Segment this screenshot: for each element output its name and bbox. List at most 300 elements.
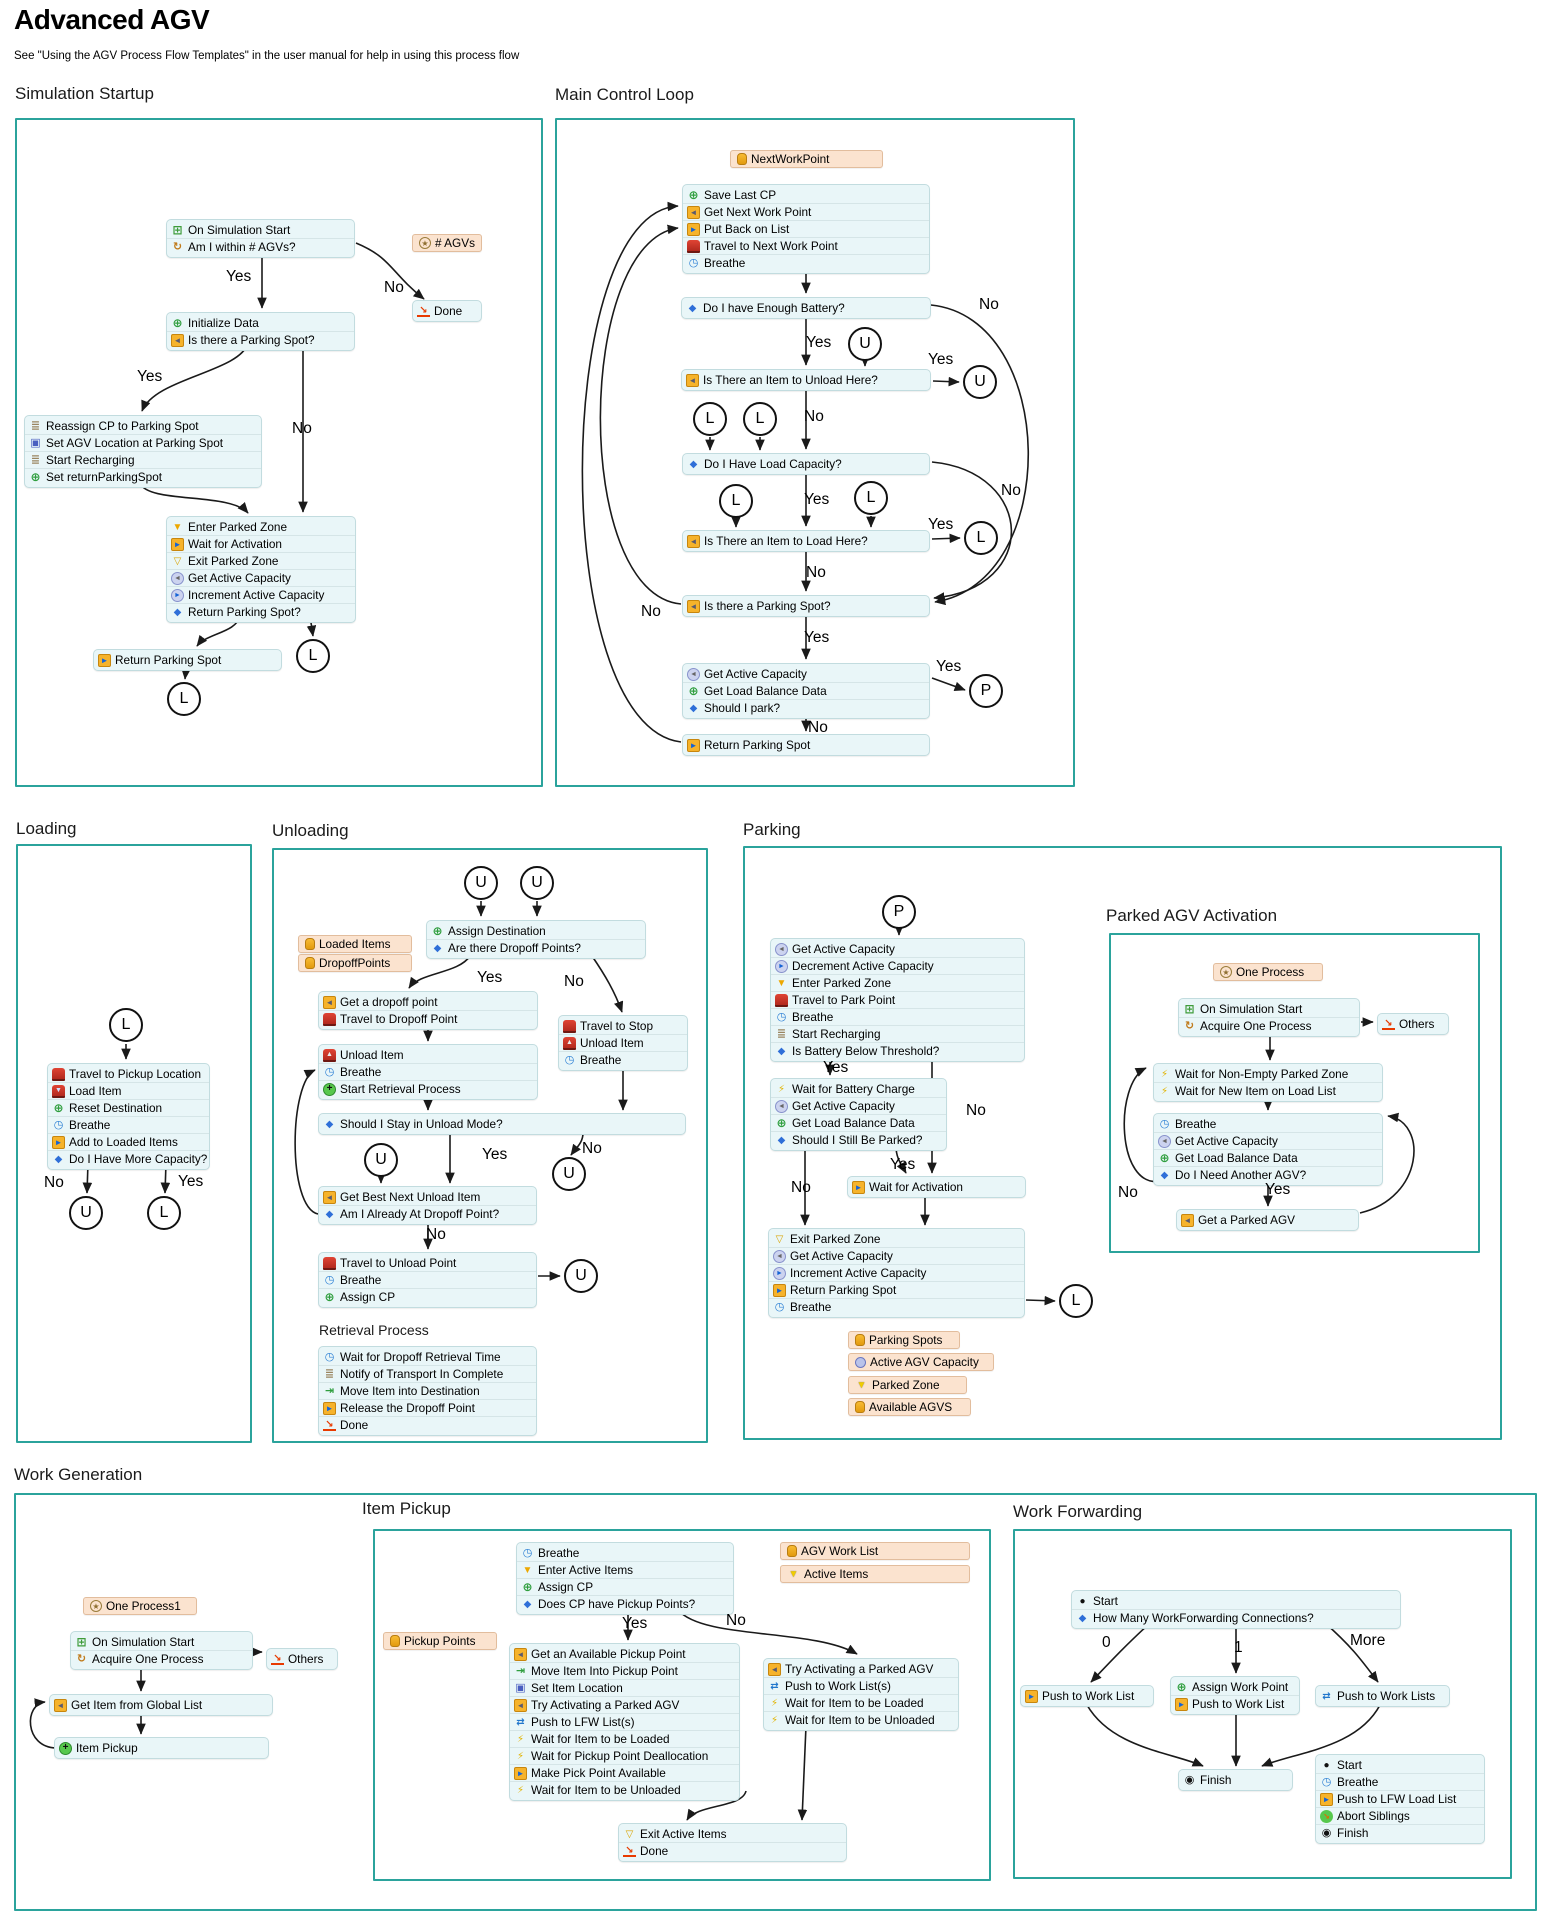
connector-circle[interactable] bbox=[719, 484, 753, 518]
activity-label: Start bbox=[1093, 1594, 1118, 1608]
activity-label: Should I park? bbox=[704, 701, 781, 715]
activity-label: Return Parking Spot bbox=[115, 653, 222, 667]
activity-row[interactable] bbox=[167, 315, 354, 332]
activity-label: Wait for Non-Empty Parked Zone bbox=[1175, 1067, 1349, 1081]
edge-label: No bbox=[1001, 482, 1021, 499]
activity-row[interactable] bbox=[764, 1712, 958, 1728]
startdot-icon: ● bbox=[1323, 1759, 1330, 1771]
shared-asset-label: Pickup Points bbox=[404, 1634, 476, 1648]
activity-row[interactable] bbox=[683, 683, 929, 700]
activity-row[interactable] bbox=[1378, 1016, 1448, 1032]
activity-row[interactable] bbox=[319, 1349, 536, 1366]
activity-row[interactable] bbox=[1316, 1791, 1484, 1808]
code-icon: ≣ bbox=[324, 1367, 335, 1380]
activity-label: Is There an Item to Load Here? bbox=[704, 534, 868, 548]
list-icon bbox=[737, 153, 747, 165]
activity-row[interactable] bbox=[1154, 1150, 1382, 1167]
activity-row[interactable] bbox=[48, 1100, 209, 1117]
activity-label: Breathe bbox=[340, 1065, 382, 1079]
activity-row[interactable] bbox=[50, 1697, 272, 1713]
activity-row[interactable] bbox=[1316, 1757, 1484, 1774]
star-icon: ★ bbox=[90, 1600, 102, 1612]
activity-label: Save Last CP bbox=[704, 188, 777, 202]
edge-label: Yes bbox=[477, 969, 503, 986]
connector-letter: L bbox=[976, 529, 986, 546]
activity-row[interactable] bbox=[683, 598, 929, 614]
edge-label: No bbox=[808, 719, 828, 736]
activity-row[interactable] bbox=[319, 1064, 537, 1081]
connector-letter: L bbox=[308, 647, 318, 664]
activity-row[interactable] bbox=[510, 1697, 739, 1714]
activity-row[interactable] bbox=[771, 1098, 946, 1115]
connector-circle[interactable] bbox=[848, 327, 882, 361]
pull-icon: ◄ bbox=[514, 1699, 527, 1712]
decide-icon: ◆ bbox=[54, 1153, 63, 1165]
activity-row[interactable] bbox=[1154, 1083, 1382, 1099]
activity-label: Return Parking Spot bbox=[790, 1283, 897, 1297]
shared-asset-tag[interactable] bbox=[298, 954, 412, 972]
activity-row[interactable] bbox=[771, 1009, 1024, 1026]
activity-block bbox=[24, 415, 262, 488]
edge-label: Yes bbox=[137, 368, 163, 385]
shared-asset-label: Available AGVS bbox=[869, 1400, 953, 1414]
activity-row[interactable] bbox=[619, 1826, 846, 1843]
activity-row[interactable] bbox=[683, 238, 929, 255]
activity-row[interactable] bbox=[25, 435, 261, 452]
connector-letter: U bbox=[563, 1165, 575, 1182]
activity-row[interactable] bbox=[510, 1680, 739, 1697]
wait-icon: ⚡ bbox=[777, 1083, 786, 1095]
activity-row[interactable] bbox=[1021, 1688, 1153, 1704]
activity-row[interactable] bbox=[1171, 1696, 1299, 1712]
edge-label: No bbox=[384, 279, 404, 296]
connector-circle[interactable] bbox=[743, 402, 777, 436]
activity-row[interactable] bbox=[48, 1134, 209, 1151]
edge-label: Yes bbox=[804, 491, 830, 508]
connector-letter: L bbox=[179, 690, 189, 707]
activity-block bbox=[763, 1658, 959, 1731]
activity-row[interactable] bbox=[167, 553, 355, 570]
decide-icon: ◆ bbox=[433, 942, 442, 954]
push-icon: ► bbox=[1320, 1793, 1333, 1806]
activity-label: Get Load Balance Data bbox=[704, 684, 827, 698]
done-icon: ↘ bbox=[1382, 1018, 1395, 1030]
activity-label: Do I have Enough Battery? bbox=[703, 301, 845, 315]
connector-letter: U bbox=[375, 1151, 387, 1168]
connector-circle[interactable] bbox=[296, 639, 330, 673]
activity-label: Travel to Park Point bbox=[792, 993, 896, 1007]
activity-row[interactable] bbox=[71, 1634, 252, 1651]
connector-circle[interactable] bbox=[552, 1157, 586, 1191]
activity-label: Do I Have Load Capacity? bbox=[704, 457, 842, 471]
cp-icon: ⊕ bbox=[432, 923, 443, 938]
activity-row[interactable] bbox=[764, 1678, 958, 1695]
shared-asset-tag[interactable] bbox=[83, 1597, 197, 1615]
push-icon: ► bbox=[1175, 1698, 1188, 1711]
activity-row[interactable] bbox=[48, 1066, 209, 1083]
activity-row[interactable] bbox=[94, 652, 281, 668]
activity-row[interactable] bbox=[559, 1052, 687, 1068]
activity-label: Is there a Parking Spot? bbox=[188, 333, 315, 347]
shared-asset-tag[interactable] bbox=[780, 1542, 970, 1560]
activity-label: Increment Active Capacity bbox=[188, 588, 325, 602]
activity-label: Abort Siblings bbox=[1337, 1809, 1410, 1823]
shared-asset-label: DropoffPoints bbox=[319, 956, 391, 970]
source-icon: ⊞ bbox=[76, 1634, 87, 1649]
activity-label: Put Back on List bbox=[704, 222, 790, 236]
activity-label: Exit Parked Zone bbox=[188, 554, 279, 568]
activity-block bbox=[681, 369, 931, 391]
activity-label: Return Parking Spot? bbox=[188, 605, 301, 619]
activity-row[interactable] bbox=[319, 1289, 536, 1305]
activity-row[interactable] bbox=[510, 1714, 739, 1731]
activity-row[interactable] bbox=[771, 992, 1024, 1009]
activity-block bbox=[1315, 1754, 1485, 1844]
activity-label: Acquire One Process bbox=[92, 1652, 204, 1666]
multi-icon: ⇄ bbox=[516, 1716, 525, 1728]
activity-row[interactable] bbox=[1154, 1116, 1382, 1133]
pull-icon: ◄ bbox=[686, 374, 699, 387]
activity-row[interactable] bbox=[510, 1646, 739, 1663]
activity-row[interactable] bbox=[683, 187, 929, 204]
activity-row[interactable] bbox=[319, 1189, 536, 1206]
activity-row[interactable] bbox=[517, 1596, 733, 1612]
activity-label: Set returnParkingSpot bbox=[46, 470, 163, 484]
activity-row[interactable] bbox=[1316, 1808, 1484, 1825]
push-icon: ► bbox=[323, 1402, 336, 1415]
connector-circle[interactable] bbox=[364, 1143, 398, 1177]
activity-row[interactable] bbox=[559, 1035, 687, 1052]
list-icon bbox=[855, 1401, 865, 1413]
decide-icon: ◆ bbox=[325, 1208, 334, 1220]
activity-row[interactable] bbox=[510, 1731, 739, 1748]
activity-row[interactable] bbox=[619, 1843, 846, 1859]
unload-icon: ▲ bbox=[323, 1049, 336, 1062]
activity-label: Set Item Location bbox=[531, 1681, 623, 1695]
activity-block bbox=[618, 1823, 847, 1862]
breathe-icon: ◷ bbox=[324, 1065, 335, 1078]
activity-row[interactable] bbox=[517, 1562, 733, 1579]
activity-row[interactable] bbox=[167, 519, 355, 536]
activity-label: Finish bbox=[1200, 1773, 1232, 1787]
edge-label: Yes bbox=[1265, 1181, 1291, 1198]
push-icon: ► bbox=[52, 1136, 65, 1149]
flow-sublabel: Retrieval Process bbox=[319, 1322, 429, 1338]
activity-block bbox=[166, 219, 355, 258]
activity-label: Wait for Item to be Unloaded bbox=[531, 1783, 681, 1797]
shared-asset-label: Parked Zone bbox=[872, 1378, 940, 1392]
activity-row[interactable] bbox=[771, 1132, 946, 1148]
connector-circle[interactable] bbox=[520, 866, 554, 900]
activity-row[interactable] bbox=[167, 587, 355, 604]
cp-icon: ⊕ bbox=[30, 469, 41, 484]
activity-label: Assign Destination bbox=[448, 924, 546, 938]
activity-row[interactable] bbox=[771, 1043, 1024, 1059]
activity-label: Done bbox=[434, 304, 463, 318]
multi-icon: ⇄ bbox=[1322, 1690, 1331, 1702]
activity-row[interactable] bbox=[319, 1206, 536, 1222]
activity-row[interactable] bbox=[1072, 1593, 1400, 1610]
activity-row[interactable] bbox=[510, 1748, 739, 1765]
shared-asset-label: One Process1 bbox=[106, 1599, 181, 1613]
activity-row[interactable] bbox=[319, 1383, 536, 1400]
activity-row[interactable] bbox=[319, 1255, 536, 1272]
activity-row[interactable] bbox=[771, 958, 1024, 975]
pull-icon: ◄ bbox=[768, 1663, 781, 1676]
shared-asset-tag[interactable] bbox=[780, 1565, 970, 1583]
done-icon: ↘ bbox=[323, 1419, 336, 1431]
shared-asset-label: One Process bbox=[1236, 965, 1305, 979]
connector-letter: P bbox=[980, 682, 992, 699]
activity-block bbox=[1178, 1769, 1293, 1791]
shared-asset-tag[interactable] bbox=[848, 1331, 960, 1349]
activity-row[interactable] bbox=[771, 1026, 1024, 1043]
shared-asset-label: AGV Work List bbox=[801, 1544, 879, 1558]
connector-circle[interactable] bbox=[963, 365, 997, 399]
activity-row[interactable] bbox=[1171, 1679, 1299, 1696]
edge-label: No bbox=[966, 1102, 986, 1119]
activity-row[interactable] bbox=[848, 1179, 1025, 1195]
activity-label: Assign CP bbox=[340, 1290, 396, 1304]
activity-row[interactable] bbox=[1316, 1774, 1484, 1791]
activity-row[interactable] bbox=[319, 1047, 537, 1064]
activity-row[interactable] bbox=[319, 1272, 536, 1289]
breathe-icon: ◷ bbox=[688, 256, 699, 269]
activity-row[interactable] bbox=[427, 940, 645, 956]
cp-icon: ⊕ bbox=[688, 683, 699, 698]
activity-label: Get Active Capacity bbox=[1175, 1134, 1278, 1148]
activity-block bbox=[770, 938, 1025, 1062]
activity-block bbox=[682, 184, 930, 274]
activity-block bbox=[1020, 1685, 1154, 1707]
connector-circle[interactable] bbox=[693, 402, 727, 436]
activity-row[interactable] bbox=[413, 303, 481, 319]
wait-icon: ⚡ bbox=[1160, 1068, 1169, 1080]
unload-icon: ▲ bbox=[563, 1037, 576, 1050]
edge-label: No bbox=[641, 603, 661, 620]
activity-label: How Many WorkForwarding Connections? bbox=[1093, 1611, 1314, 1625]
activity-label: Exit Active Items bbox=[640, 1827, 727, 1841]
enter-icon: ▼ bbox=[776, 977, 787, 989]
connector-letter: P bbox=[893, 903, 905, 920]
activity-row[interactable] bbox=[683, 533, 929, 549]
activity-row[interactable] bbox=[319, 1366, 536, 1383]
activity-row[interactable] bbox=[771, 975, 1024, 992]
activity-row[interactable] bbox=[55, 1740, 268, 1756]
activity-row[interactable] bbox=[319, 1116, 685, 1132]
activity-row[interactable] bbox=[769, 1248, 1024, 1265]
enter-icon: ▼ bbox=[522, 1564, 533, 1576]
shared-asset-tag[interactable] bbox=[848, 1376, 967, 1394]
zone-icon: ▼ bbox=[856, 1379, 867, 1391]
activity-row[interactable] bbox=[764, 1695, 958, 1712]
activity-row[interactable] bbox=[167, 332, 354, 348]
move-icon: ⇥ bbox=[324, 1384, 335, 1397]
activity-row[interactable] bbox=[683, 737, 929, 753]
activity-label: Get Active Capacity bbox=[790, 1249, 893, 1263]
activity-row[interactable] bbox=[167, 536, 355, 553]
activity-label: Others bbox=[1399, 1017, 1435, 1031]
activity-label: Acquire One Process bbox=[1200, 1019, 1312, 1033]
activity-row[interactable] bbox=[683, 700, 929, 716]
activity-row[interactable] bbox=[48, 1151, 209, 1167]
activity-row[interactable] bbox=[771, 1115, 946, 1132]
activity-row[interactable] bbox=[25, 452, 261, 469]
connector-letter: U bbox=[575, 1267, 587, 1284]
shared-asset-tag[interactable] bbox=[848, 1353, 994, 1371]
edge-label: No bbox=[1118, 1184, 1138, 1201]
shared-asset-tag[interactable] bbox=[298, 935, 412, 953]
decide-icon: ◆ bbox=[325, 1118, 334, 1130]
capacity-icon bbox=[855, 1357, 866, 1368]
edge-label: No bbox=[44, 1174, 64, 1191]
activity-row[interactable] bbox=[769, 1282, 1024, 1299]
activity-row[interactable] bbox=[1179, 1772, 1292, 1788]
activity-row[interactable] bbox=[1179, 1018, 1359, 1034]
connector-letter: U bbox=[974, 373, 986, 390]
cp-icon: ⊕ bbox=[522, 1579, 533, 1594]
activity-label: Breathe bbox=[580, 1053, 622, 1067]
push-icon: ► bbox=[1025, 1690, 1038, 1703]
edge-label: More bbox=[1350, 1632, 1386, 1649]
activity-label: Notify of Transport In Complete bbox=[340, 1367, 504, 1381]
connector-circle[interactable] bbox=[964, 521, 998, 555]
connector-circle[interactable] bbox=[167, 682, 201, 716]
activity-row[interactable] bbox=[319, 994, 537, 1011]
activity-row[interactable] bbox=[682, 300, 930, 316]
shared-asset-tag[interactable] bbox=[730, 150, 883, 168]
breathe-icon: ◷ bbox=[564, 1053, 575, 1066]
shared-asset-tag[interactable] bbox=[412, 234, 482, 252]
activity-row[interactable] bbox=[517, 1545, 733, 1562]
activity-row[interactable] bbox=[510, 1765, 739, 1782]
activity-row[interactable] bbox=[683, 456, 929, 472]
source-icon: ⊞ bbox=[172, 222, 183, 237]
activity-row[interactable] bbox=[683, 666, 929, 683]
shared-asset-label: Active Items bbox=[804, 1567, 869, 1581]
activity-row[interactable] bbox=[1154, 1066, 1382, 1083]
activity-row[interactable] bbox=[267, 1651, 337, 1667]
activity-label: Wait for Activation bbox=[869, 1180, 963, 1194]
edge-label: Yes bbox=[806, 334, 832, 351]
exit-icon: ▽ bbox=[173, 555, 182, 567]
activity-label: Push to LFW Load List bbox=[1337, 1792, 1457, 1806]
edge-label: 0 bbox=[1102, 1634, 1111, 1651]
activity-row[interactable] bbox=[769, 1265, 1024, 1282]
shared-asset-tag[interactable] bbox=[1213, 963, 1323, 981]
connector-circle[interactable] bbox=[147, 1196, 181, 1230]
activity-row[interactable] bbox=[683, 221, 929, 238]
activity-label: Travel to Next Work Point bbox=[704, 239, 838, 253]
activity-row[interactable] bbox=[769, 1231, 1024, 1248]
cp-icon: ⊕ bbox=[1176, 1679, 1187, 1694]
activity-row[interactable] bbox=[319, 1400, 536, 1417]
activity-row[interactable] bbox=[771, 941, 1024, 958]
pull-icon: ◄ bbox=[687, 206, 700, 219]
code-icon: ≣ bbox=[776, 1027, 787, 1040]
activity-row[interactable] bbox=[25, 418, 261, 435]
activity-label: Push to LFW List(s) bbox=[531, 1715, 635, 1729]
wait-icon: ⚡ bbox=[770, 1714, 779, 1726]
activity-row[interactable] bbox=[167, 604, 355, 620]
activity-row[interactable] bbox=[167, 570, 355, 587]
activity-row[interactable] bbox=[25, 469, 261, 485]
connector-circle[interactable] bbox=[854, 481, 888, 515]
activity-row[interactable] bbox=[771, 1081, 946, 1098]
connector-circle[interactable] bbox=[109, 1008, 143, 1042]
edge-label: No bbox=[791, 1179, 811, 1196]
cp-icon: ⊕ bbox=[688, 187, 699, 202]
activity-row[interactable] bbox=[559, 1018, 687, 1035]
connector-circle[interactable] bbox=[69, 1196, 103, 1230]
activity-row[interactable] bbox=[319, 1417, 536, 1433]
connector-circle[interactable] bbox=[1059, 1284, 1093, 1318]
connector-circle[interactable] bbox=[464, 866, 498, 900]
activity-row[interactable] bbox=[683, 255, 929, 271]
edge-label: Yes bbox=[823, 1059, 849, 1076]
activity-row[interactable] bbox=[71, 1651, 252, 1667]
activity-row[interactable] bbox=[167, 239, 354, 255]
connector-circle[interactable] bbox=[564, 1259, 598, 1293]
cp-icon: ⊕ bbox=[53, 1100, 64, 1115]
activity-row[interactable] bbox=[517, 1579, 733, 1596]
edge-label: Yes bbox=[928, 516, 954, 533]
decide-icon: ◆ bbox=[173, 606, 182, 618]
activity-label: Assign CP bbox=[538, 1580, 594, 1594]
cp-icon: ⊕ bbox=[172, 315, 183, 330]
activity-row[interactable] bbox=[1316, 1825, 1484, 1841]
connector-circle[interactable] bbox=[969, 674, 1003, 708]
activity-label: Push to Work List(s) bbox=[785, 1679, 891, 1693]
activity-row[interactable] bbox=[427, 923, 645, 940]
decision-icon: ↻ bbox=[76, 1652, 87, 1665]
activity-row[interactable] bbox=[48, 1083, 209, 1100]
activity-row[interactable] bbox=[319, 1081, 537, 1097]
activity-row[interactable] bbox=[769, 1299, 1024, 1315]
enter-icon: ▼ bbox=[172, 521, 183, 533]
activity-row[interactable] bbox=[510, 1663, 739, 1680]
decide-icon: ◆ bbox=[777, 1045, 786, 1057]
activity-label: Get Active Capacity bbox=[704, 667, 807, 681]
activity-row[interactable] bbox=[764, 1661, 958, 1678]
shared-asset-label: # AGVs bbox=[435, 236, 475, 250]
activity-row[interactable] bbox=[1179, 1001, 1359, 1018]
connector-circle[interactable] bbox=[882, 895, 916, 929]
activity-block bbox=[1153, 1113, 1383, 1186]
activity-label: Make Pick Point Available bbox=[531, 1766, 666, 1780]
activity-block bbox=[1315, 1685, 1450, 1707]
activity-block bbox=[509, 1643, 740, 1801]
activity-row[interactable] bbox=[682, 372, 930, 388]
activity-row[interactable] bbox=[683, 204, 929, 221]
activity-row[interactable] bbox=[1154, 1133, 1382, 1150]
activity-row[interactable] bbox=[510, 1782, 739, 1798]
activity-row[interactable] bbox=[1177, 1212, 1358, 1228]
activity-row[interactable] bbox=[48, 1117, 209, 1134]
activity-row[interactable] bbox=[1072, 1610, 1400, 1626]
activity-row[interactable] bbox=[319, 1011, 537, 1027]
activity-row[interactable] bbox=[1316, 1688, 1449, 1704]
push-icon: ► bbox=[773, 1284, 786, 1297]
activity-label: Enter Parked Zone bbox=[188, 520, 288, 534]
done-icon: ↘ bbox=[623, 1845, 636, 1857]
shared-asset-tag[interactable] bbox=[848, 1398, 971, 1416]
activity-label: Am I within # AGVs? bbox=[188, 240, 296, 254]
activity-row[interactable] bbox=[167, 222, 354, 239]
wait-icon: ⚡ bbox=[516, 1733, 525, 1745]
activity-label: Get Load Balance Data bbox=[792, 1116, 915, 1130]
shared-asset-tag[interactable] bbox=[383, 1632, 497, 1650]
